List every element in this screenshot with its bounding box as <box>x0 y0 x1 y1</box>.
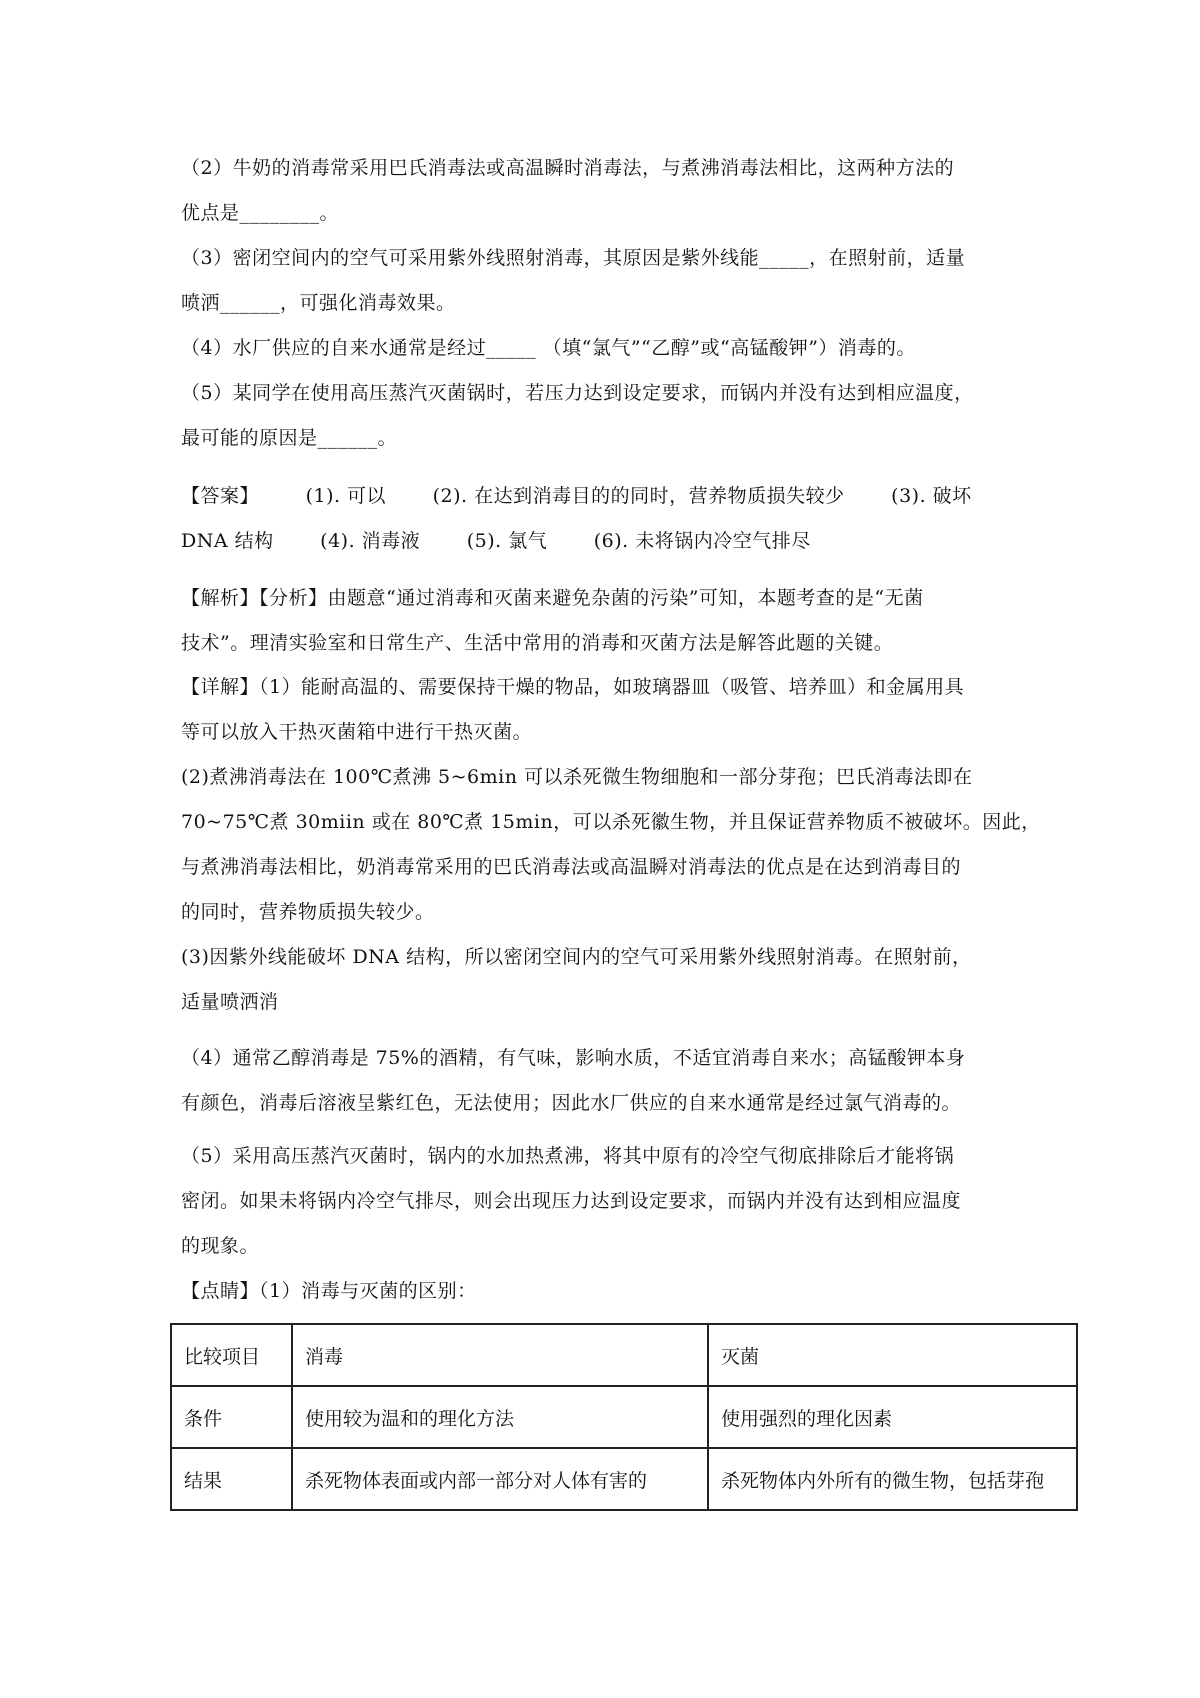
answer-item: (6). 未将锅内冷空气排尽 <box>593 530 811 552</box>
table-row <box>171 1386 1077 1448</box>
analysis-line: 【解析】【分析】由题意“通过消毒和灭菌来避免杂菌的污染”可知，本题考查的是“无菌 <box>181 587 924 609</box>
answer-line <box>181 481 1081 511</box>
analysis-line: 70~75℃煮 30miin 或在 80℃煮 15min，可以杀死徽生物，并且保证营养物质不被破坏。因此， <box>181 811 1041 833</box>
table-cell: 比较项目 <box>171 1324 292 1386</box>
analysis-line: 等可以放入干热灭菌箱中进行干热灭菌。 <box>181 721 533 743</box>
analysis-line: 【点睛】（1）消毒与灭菌的区别： <box>181 1280 477 1302</box>
answer-item: (2). 在达到消毒目的的同时，营养物质损失较少 <box>432 485 845 507</box>
table-cell: 消毒 <box>292 1324 708 1386</box>
answer-item: (5). 氯气 <box>466 530 548 552</box>
question-line: 喷洒______，可强化消毒效果。 <box>181 292 456 314</box>
table-cell: 杀死物体表面或内部一部分对人体有害的 <box>292 1448 708 1510</box>
analysis-line: 与煮沸消毒法相比，奶消毒常采用的巴氏消毒法或高温瞬对消毒法的优点是在达到消毒目的 <box>181 856 962 878</box>
analysis-line: （4）通常乙醇消毒是 75%的酒精，有气味，影响水质，不适宜消毒自来水；高锰酸钾本身 <box>181 1047 966 1069</box>
question-line: （4）水厂供应的自来水通常是经过_____ （填“氯气”“乙醇”或“高锰酸钾”）消毒的。 <box>181 337 916 359</box>
analysis-line: 密闭。如果未将锅内冷空气排尽，则会出现压力达到设定要求，而锅内并没有达到相应温度 <box>181 1190 962 1212</box>
analysis-line: 的现象。 <box>181 1235 260 1257</box>
table-cell: 使用强烈的理化因素 <box>708 1386 1077 1448</box>
answer-label: 【答案】 <box>181 485 260 507</box>
analysis-line: （5）采用高压蒸汽灭菌时，锅内的水加热煮沸，将其中原有的冷空气彻底排除后才能将锅 <box>181 1145 955 1167</box>
table-row <box>171 1324 1077 1386</box>
analysis-line: 【详解】（1）能耐高温的、需要保持干燥的物品，如玻璃器皿（吸管、培养皿）和金属用具 <box>181 676 965 698</box>
table-cell: 条件 <box>171 1386 292 1448</box>
analysis-line: (3)因紫外线能破坏 DNA 结构，所以密闭空间内的空气可采用紫外线照射消毒。在照射前， <box>181 946 972 968</box>
analysis-line: 适量喷洒消 <box>181 991 279 1013</box>
analysis-line: 有颜色，消毒后溶液呈紫红色，无法使用；因此水厂供应的自来水通常是经过氯气消毒的。 <box>181 1092 962 1114</box>
table-cell: 灭菌 <box>708 1324 1077 1386</box>
answer-item: (3). 破坏 <box>891 485 972 507</box>
question-line: （3）密闭空间内的空气可采用紫外线照射消毒，其原因是紫外线能_____，在照射前，适量 <box>181 247 966 269</box>
answer-line <box>181 526 1081 556</box>
analysis-line: 技术”。理清实验室和日常生产、生活中常用的消毒和灭菌方法是解答此题的关键。 <box>181 632 894 654</box>
answer-item: (4). 消毒液 <box>320 530 421 552</box>
analysis-line: (2)煮沸消毒法在 100℃煮沸 5~6min 可以杀死微生物细胞和一部分芽孢；巴氏消毒法即在 <box>181 766 973 788</box>
table-cell: 结果 <box>171 1448 292 1510</box>
question-line: （2）牛奶的消毒常采用巴氏消毒法或高温瞬时消毒法，与煮沸消毒法相比，这两种方法的 <box>181 157 955 179</box>
answer-item: (1). 可以 <box>305 485 387 507</box>
comparison-table <box>170 1323 1078 1511</box>
answer-item: DNA 结构 <box>181 530 274 552</box>
question-line: 优点是________。 <box>181 202 340 224</box>
question-line: 最可能的原因是______。 <box>181 427 398 449</box>
table-cell: 使用较为温和的理化方法 <box>292 1386 708 1448</box>
table-row <box>171 1448 1077 1510</box>
table-cell: 杀死物体内外所有的微生物，包括芽孢 <box>708 1448 1077 1510</box>
question-line: （5）某同学在使用高压蒸汽灭菌锅时，若压力达到设定要求，而锅内并没有达到相应温度， <box>181 382 974 404</box>
analysis-line: 的同时，营养物质损失较少。 <box>181 901 435 923</box>
